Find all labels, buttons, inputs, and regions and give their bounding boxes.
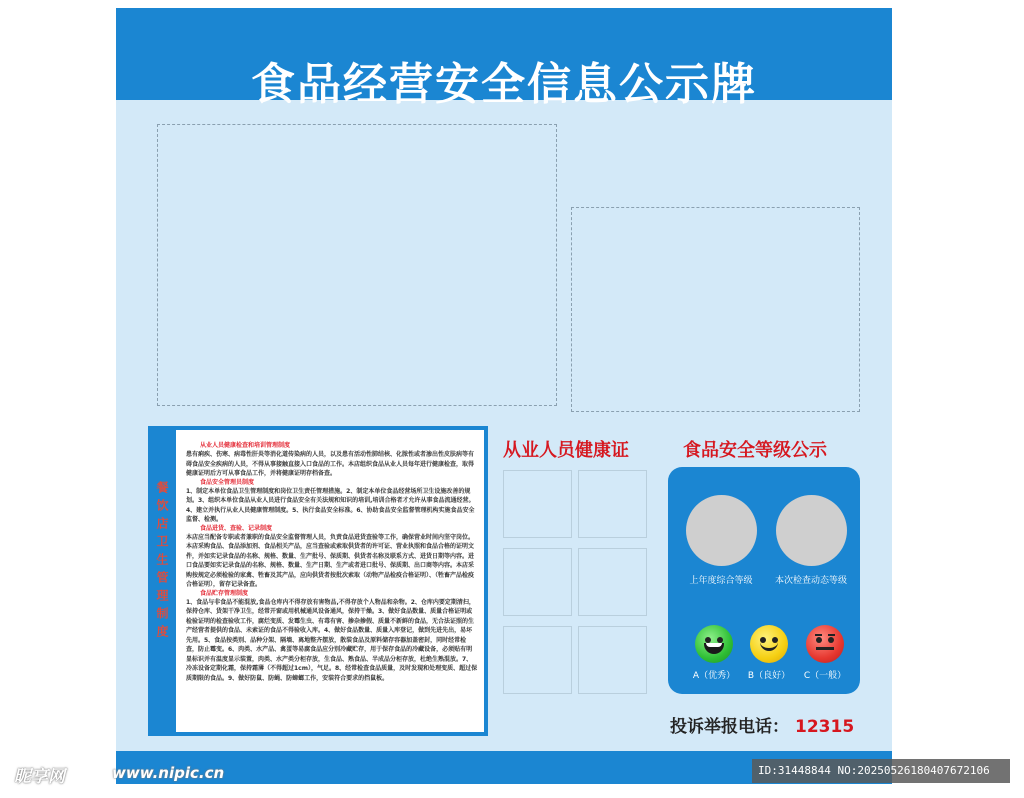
health-certificate-slot (578, 470, 647, 538)
health-certificate-slot (578, 626, 647, 694)
current-grade-label: 本次检查动态等级 (774, 576, 847, 586)
neutral-smile-face-icon (750, 625, 788, 663)
rules-side-strip (148, 426, 172, 736)
last-year-grade-circle (686, 495, 757, 566)
health-certificate-slot (503, 470, 572, 538)
rules-section-body: 本店应当配备专职或者兼职的食品安全监督管理人员，负责食品进货查验等工作，确保营业时间内坚守岗位。本店采购食品、食品添加剂、食品相关产品，应当查验或索取供货者的许可证、营业执照和食品合格的证明文件，并如实记录食品的名称、规格、数量、生产批号、保质期、供货者名称及联系方式、进货日期等内容。进口食品要如实记录食品的名称、规格、数量、生产日期、生产或者进口批号、保质期、出口商等内容。本店采购按规定必须检验的家禽、牲畜及其产品，应向供货者按批次索取（动物产品检疫合格证明）、（牲畜产品检疫合格证明），留存记录备查。 (186, 533, 475, 588)
rules-section-title: 食品贮存管理制度 (200, 589, 249, 597)
rules-section-body: 1、食品与非食品不能混放,食品仓库内不得存放有害物品,不得存放个人物品和杂物。2、仓库内要定期清扫，保持仓库、货架干净卫生，经常开窗或用机械通风设备通风，保持干燥。3、做好食品数量、质量合格证明或检验证明的检查验收工作，腐烂变质、发霉生虫、有毒有害、掺杂掺假、质量不新鲜的食品，无合法证照的生产经营者提供的食品、未索证的食品不得验收入库。4、做好食品数量、质量入库登记，做到先进先出，易坏先用。5、食品按类别、品种分架、隔墙、离地整齐摆放，散装食品及原料储存容器加盖密封，同时经常检查，防止霉变。6、肉类、水产品、禽蛋等易腐食品应分别冷藏贮存，用于保存食品的冷藏设备，必须贴有明显标识并有温度显示装置，肉类、水产类分柜存放，生食品、熟食品、半成品分柜存放，杜绝生熟混放。7、冷冻设备定期化霜，保持霜薄（不得超过1cm），气足。8、经常检查食品质量，及时发现和处理变质、超过保质期限的食品。9、做好防鼠、防蝇、防蟑螂工作，安装符合要求的挡鼠板。 (186, 598, 478, 682)
rules-section-body: 患有痢疾、伤寒、病毒性肝炎等消化道传染病的人员，以及患有活动性肺结核、化脓性或者渗出性皮肤病等有碍食品安全疾病的人员，不得从事接触直接入口食品的工作。本店组织食品从业人员每年进行健康检查，取得健康证明后方可从事食品工作，并将健康证明存档备查。 (186, 451, 475, 477)
grade-option-a-label: A（优秀） (692, 671, 736, 681)
complaint-hotline (670, 712, 854, 737)
rules-section-body: 1、制定本单位食品卫生管理制度和岗位卫生责任管理措施。2、制定本单位食品经营场所卫生设施改善的规划。3、组织本单位食品从业人员进行食品安全有关法规和知识的培训,培训合格者才允许从事食品流通经营。4、建立并执行从业人员健康管理制度。5、执行食品安全标准。6、协助食品安全监督管理机构实施食品安全监督、检测。 (186, 487, 475, 523)
rules-vertical-title: 餐饮店卫生管理制度 (155, 481, 169, 643)
board-title: 食品经营安全信息公示牌 (251, 59, 757, 110)
rules-text-box (176, 430, 484, 732)
grade-option-b-label: B（良好） (747, 671, 791, 681)
hotline-label: 投诉举报电话： (670, 717, 789, 737)
rules-section-title: 食品进货、查验、记录制度 (200, 524, 273, 532)
current-grade-circle (776, 495, 847, 566)
watermark-site-name: 昵享网 (14, 767, 65, 787)
grade-option-c-label: C（一般） (803, 671, 847, 681)
permit-photo-slot (571, 207, 860, 412)
grade-notice-heading: 食品安全等级公示 (683, 440, 827, 461)
flat-face-icon (806, 625, 844, 663)
hotline-number: 12315 (795, 717, 855, 737)
health-certificate-slot (578, 548, 647, 616)
rules-section-title: 食品安全管理员制度 (200, 478, 255, 486)
smiley-face-icon (695, 625, 733, 663)
board-header (116, 8, 892, 110)
license-photo-slot (157, 124, 557, 406)
health-certificate-slot (503, 626, 572, 694)
watermark-id-text: ID:31448844 NO:20250526180407672106 (758, 764, 990, 777)
rules-section-title: 从业人员健康检查和培训管理制度 (200, 442, 291, 449)
health-certificate-slot (503, 548, 572, 616)
health-certificate-heading: 从业人员健康证 (503, 440, 629, 461)
last-year-grade-label: 上年度综合等级 (689, 576, 753, 586)
watermark-url: www.nipic.cn (112, 764, 225, 782)
